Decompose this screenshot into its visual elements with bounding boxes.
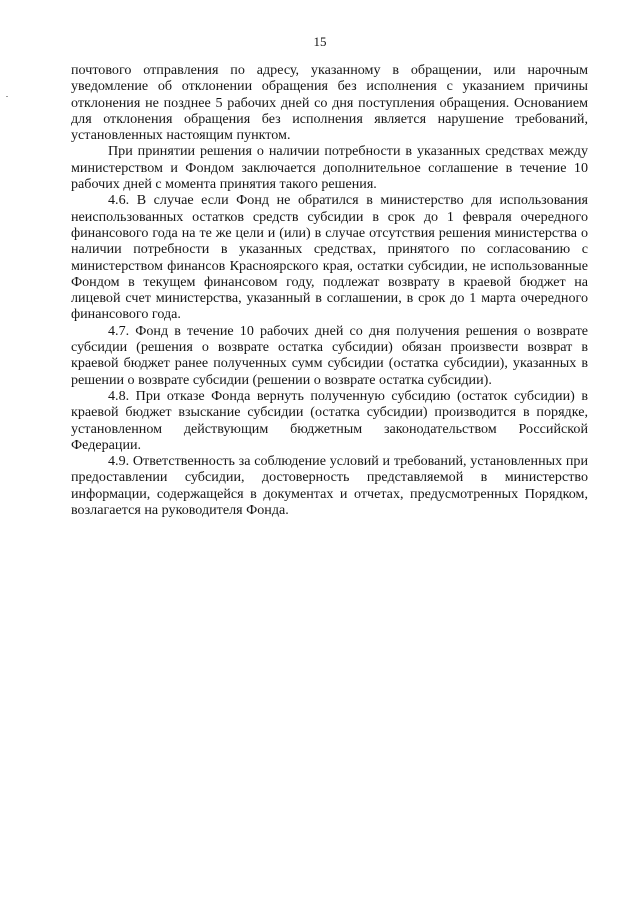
paragraph-4-7: 4.7. Фонд в течение 10 рабочих дней со дня получения решения о возврате субсидии (решения о возврате остатка субсидии) обязан произвести возврат в краевой бюджет ранее полученных сумм субсидии (остатка субсидии), указанных в решении о возврате субсидии (решении о возврате остатка субсидии). (71, 322, 588, 388)
paragraph-4-6: 4.6. В случае если Фонд не обратился в министерство для использования неиспользованных остатков средств субсидии в срок до 1 февраля очередного финансового года на те же цели и (или) в случае отсутствия решения министерства о наличии потребности в указанных средствах, принятого по согласованию с министерством финансов Красноярского края, остатки субсидии, не использованные Фондом в текущем финансовом году, подлежат возврату в краевой бюджет на лицевой счет министерства, указанный в соглашении, в срок до 1 марта очередного финансового года. (71, 192, 588, 323)
document-body (71, 62, 588, 518)
paragraph-4-8: 4.8. При отказе Фонда вернуть полученную субсидию (остаток субсидии) в краевой бюджет взыскание субсидии (остатка субсидии) производится в порядке, установленном действующим бюджетным законодательством Российской Федерации. (71, 387, 588, 453)
paragraph-4-9: 4.9. Ответственность за соблюдение условий и требований, установленных при предоставлении субсидии, достоверность представляемой в министерство информации, содержащейся в документах и отчетах, предусмотренных Порядком, возлагается на руководителя Фонда. (71, 453, 588, 519)
paragraph-continuation: почтового отправления по адресу, указанному в обращении, или нарочным уведомление об отклонении обращения без исполнения с указанием причины отклонения не позднее 5 рабочих дней со дня поступления обращения. Основанием для отклонения обращения без исполнения является нарушение требований, установленных настоящим пунктом. (71, 62, 588, 144)
page-number: 15 (313, 34, 327, 49)
paragraph-additional-agreement: При принятии решения о наличии потребности в указанных средствах между министерством и Фондом заключается дополнительное соглашение в течение 10 рабочих дней с момента принятия такого решения. (71, 143, 588, 193)
margin-mark (6, 96, 8, 97)
